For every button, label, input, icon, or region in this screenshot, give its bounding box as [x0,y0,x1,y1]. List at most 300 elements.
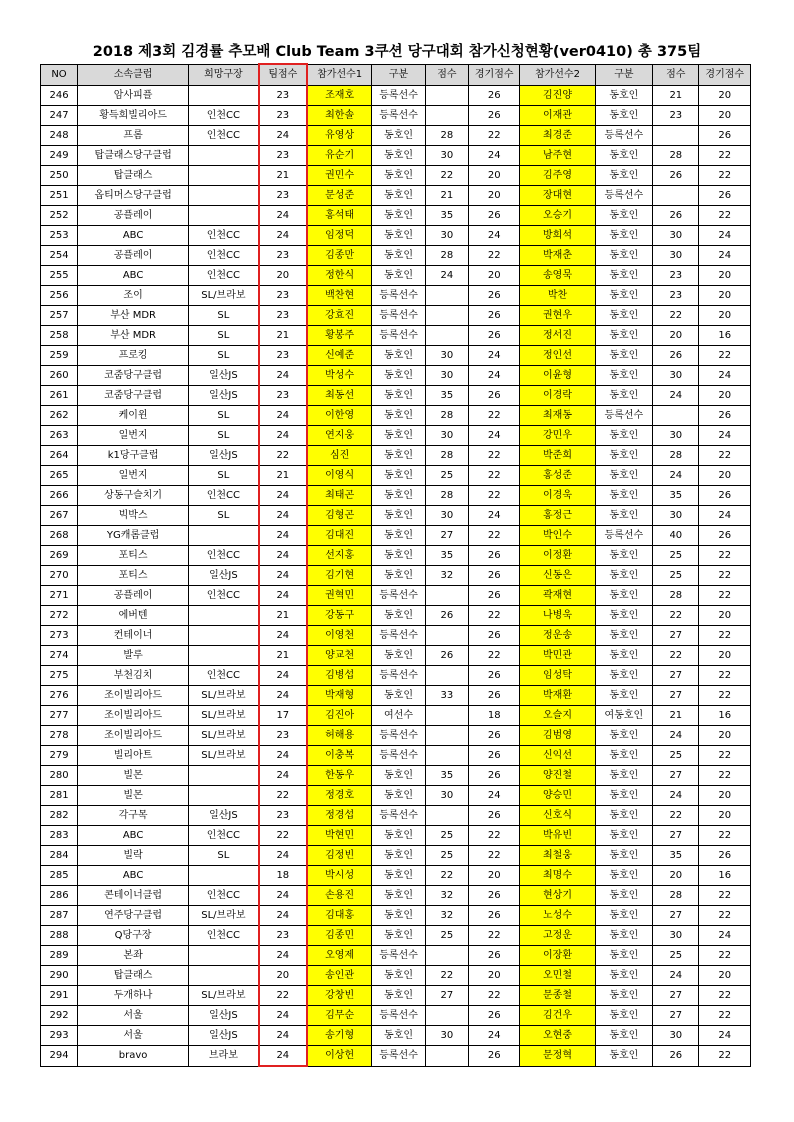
cell-player2-type: 동호인 [595,886,653,906]
cell-player2-score: 22 [653,306,699,326]
cell-club: 부천김치 [78,666,189,686]
cell-player2: 현상기 [520,886,595,906]
cell-player2: 김범영 [520,726,595,746]
cell-venue [189,626,259,646]
cell-player2-type: 동호인 [595,1006,653,1026]
cell-player1-type: 여선수 [372,706,426,726]
cell-player1: 정한식 [307,266,372,286]
cell-no: 268 [41,526,78,546]
cell-no: 247 [41,106,78,126]
cell-player2-score [653,126,699,146]
cell-venue: SL [189,846,259,866]
cell-player1-score: 30 [425,506,468,526]
cell-player1-match-score: 26 [469,686,520,706]
cell-no: 288 [41,926,78,946]
cell-club: 서울 [78,1006,189,1026]
cell-no: 261 [41,386,78,406]
table-row [41,346,751,366]
cell-player2: 남주현 [520,146,595,166]
cell-player1-score [425,746,468,766]
cell-player1-type: 등록선수 [372,306,426,326]
cell-player1-score: 30 [425,346,468,366]
cell-venue [189,606,259,626]
cell-player1: 손용진 [307,886,372,906]
cell-player1-match-score: 26 [469,306,520,326]
cell-team-score: 21 [259,646,307,666]
table-row [41,306,751,326]
cell-player1-score: 32 [425,886,468,906]
cell-player1-type: 동호인 [372,546,426,566]
cell-player1-match-score: 26 [469,106,520,126]
cell-club: bravo [78,1046,189,1067]
cell-no: 274 [41,646,78,666]
cell-team-score: 22 [259,786,307,806]
cell-player1: 김무순 [307,1006,372,1026]
cell-player1: 임정덕 [307,226,372,246]
cell-club: 서울 [78,1026,189,1046]
cell-player2-score: 25 [653,566,699,586]
cell-player1-type: 등록선수 [372,666,426,686]
cell-player1: 김형곤 [307,506,372,526]
cell-player1-type: 동호인 [372,866,426,886]
cell-no: 246 [41,86,78,106]
cell-player1-score: 28 [425,446,468,466]
cell-player1-match-score: 20 [469,166,520,186]
cell-no: 260 [41,366,78,386]
cell-player1-type: 동호인 [372,926,426,946]
cell-player1: 허해용 [307,726,372,746]
cell-no: 248 [41,126,78,146]
cell-player1: 양교천 [307,646,372,666]
cell-player1: 홍석태 [307,206,372,226]
cell-player2-match-score: 20 [699,466,751,486]
cell-club: 공플레이 [78,246,189,266]
cell-venue [189,866,259,886]
cell-team-score: 23 [259,286,307,306]
cell-player2: 곽재현 [520,586,595,606]
cell-no: 253 [41,226,78,246]
cell-player2-score: 23 [653,286,699,306]
cell-player1-match-score: 24 [469,426,520,446]
cell-no: 259 [41,346,78,366]
cell-player2-match-score: 26 [699,846,751,866]
cell-player1-match-score: 22 [469,446,520,466]
cell-player2-type: 동호인 [595,946,653,966]
cell-venue: SL [189,406,259,426]
cell-player1-type: 등록선수 [372,286,426,306]
cell-player2-match-score: 22 [699,766,751,786]
header-player1-match-score: 경기점수 [469,64,520,86]
cell-no: 275 [41,666,78,686]
header-player1-type: 구분 [372,64,426,86]
cell-player1-match-score: 18 [469,706,520,726]
cell-team-score: 24 [259,206,307,226]
cell-player2: 나병욱 [520,606,595,626]
cell-team-score: 24 [259,886,307,906]
cell-player1-type: 동호인 [372,206,426,226]
cell-player1: 김종만 [307,246,372,266]
cell-player2: 최철웅 [520,846,595,866]
cell-player2-type: 동호인 [595,786,653,806]
cell-player1-type: 동호인 [372,366,426,386]
cell-player2-type: 동호인 [595,306,653,326]
cell-player1-match-score: 20 [469,266,520,286]
cell-venue [189,206,259,226]
table-row [41,366,751,386]
cell-player2-match-score: 22 [699,986,751,1006]
cell-player1-match-score: 26 [469,666,520,686]
cell-player2-score: 26 [653,206,699,226]
cell-player1-match-score: 26 [469,326,520,346]
cell-player1: 김정빈 [307,846,372,866]
cell-player1-type: 동호인 [372,246,426,266]
cell-venue: 일산JS [189,1026,259,1046]
cell-player1-score: 24 [425,266,468,286]
cell-player2-match-score: 24 [699,246,751,266]
cell-player1-type: 등록선수 [372,326,426,346]
cell-player1-type: 등록선수 [372,946,426,966]
cell-player1-score: 35 [425,546,468,566]
cell-player2-score: 25 [653,746,699,766]
cell-player2-score: 24 [653,786,699,806]
cell-club: 빌몬 [78,786,189,806]
cell-player1-match-score: 26 [469,546,520,566]
cell-player2-match-score: 22 [699,626,751,646]
cell-player1: 신예준 [307,346,372,366]
cell-player2-match-score: 20 [699,286,751,306]
table-row [41,706,751,726]
cell-venue: 인천CC [189,926,259,946]
cell-venue: 일산JS [189,806,259,826]
cell-player1-match-score: 24 [469,786,520,806]
header-row [41,64,751,86]
cell-player2-score: 30 [653,226,699,246]
cell-team-score: 22 [259,446,307,466]
cell-player1-match-score: 22 [469,826,520,846]
cell-player1-match-score: 26 [469,286,520,306]
table-row [41,806,751,826]
cell-team-score: 22 [259,826,307,846]
cell-venue: 인천CC [189,486,259,506]
cell-player2-match-score: 22 [699,1006,751,1026]
cell-team-score: 23 [259,186,307,206]
cell-player1-type: 동호인 [372,426,426,446]
header-player2-score: 점수 [653,64,699,86]
cell-player1-score: 26 [425,646,468,666]
cell-player1-match-score: 26 [469,726,520,746]
cell-player2-score: 21 [653,86,699,106]
cell-club: 코줌당구클럽 [78,366,189,386]
cell-player1-score [425,306,468,326]
cell-player2-type: 동호인 [595,846,653,866]
cell-player2-score: 27 [653,826,699,846]
cell-player1: 연지웅 [307,426,372,446]
cell-player1-type: 등록선수 [372,626,426,646]
cell-player1: 황봉주 [307,326,372,346]
cell-player2-score: 30 [653,366,699,386]
cell-player1: 김대진 [307,526,372,546]
cell-club: 암사피플 [78,86,189,106]
cell-venue: SL/브라보 [189,906,259,926]
cell-player1-type: 동호인 [372,406,426,426]
cell-venue [189,946,259,966]
cell-player1: 박성수 [307,366,372,386]
cell-player2-type: 동호인 [595,606,653,626]
table-row [41,546,751,566]
cell-player1-type: 동호인 [372,346,426,366]
cell-player2-score: 21 [653,706,699,726]
header-player1-score: 점수 [425,64,468,86]
cell-player1-score [425,1006,468,1026]
cell-player2-type: 동호인 [595,986,653,1006]
cell-player1: 박시성 [307,866,372,886]
cell-player1-score: 25 [425,926,468,946]
cell-player1-score: 27 [425,526,468,546]
cell-player2-type: 등록선수 [595,186,653,206]
cell-team-score: 24 [259,906,307,926]
cell-team-score: 23 [259,386,307,406]
cell-team-score: 24 [259,846,307,866]
cell-team-score: 24 [259,946,307,966]
cell-player1-score [425,706,468,726]
cell-venue: 인천CC [189,886,259,906]
cell-team-score: 24 [259,566,307,586]
cell-venue [189,146,259,166]
cell-player1-match-score: 20 [469,186,520,206]
cell-venue: SL [189,326,259,346]
registration-table [40,63,751,1067]
cell-club: 포티스 [78,546,189,566]
cell-no: 270 [41,566,78,586]
cell-player2: 양진철 [520,766,595,786]
cell-player1-score [425,106,468,126]
cell-player2-score [653,406,699,426]
cell-team-score: 21 [259,606,307,626]
cell-player1-score: 32 [425,906,468,926]
cell-player2: 신익선 [520,746,595,766]
header-player2: 참가선수2 [520,64,595,86]
table-row [41,986,751,1006]
cell-player1-score: 30 [425,786,468,806]
cell-venue [189,786,259,806]
table-row [41,86,751,106]
cell-venue: 인천CC [189,666,259,686]
cell-player1-match-score: 26 [469,746,520,766]
cell-player2-score: 24 [653,966,699,986]
cell-player1-type: 동호인 [372,266,426,286]
cell-player1-match-score: 26 [469,806,520,826]
table-row [41,246,751,266]
cell-player2-type: 동호인 [595,666,653,686]
cell-player1-score: 32 [425,566,468,586]
cell-player1-match-score: 20 [469,866,520,886]
cell-player1-score: 28 [425,486,468,506]
cell-player2-type: 동호인 [595,626,653,646]
cell-no: 293 [41,1026,78,1046]
cell-player1-score: 30 [425,146,468,166]
cell-player2-type: 동호인 [595,226,653,246]
table-row [41,566,751,586]
cell-team-score: 23 [259,926,307,946]
cell-player2-type: 등록선수 [595,526,653,546]
cell-no: 265 [41,466,78,486]
table-row [41,886,751,906]
cell-player2-type: 동호인 [595,806,653,826]
cell-club: 황득희빌리아드 [78,106,189,126]
cell-player2: 박재환 [520,686,595,706]
cell-player2: 박재춘 [520,246,595,266]
cell-no: 289 [41,946,78,966]
cell-player1: 박현민 [307,826,372,846]
cell-venue: 인천CC [189,126,259,146]
cell-no: 256 [41,286,78,306]
cell-club: 조이 [78,286,189,306]
table-row [41,926,751,946]
cell-player1: 정경호 [307,786,372,806]
cell-player2-type: 동호인 [595,206,653,226]
cell-club: 케이윈 [78,406,189,426]
cell-player1-match-score: 22 [469,926,520,946]
cell-player1: 유영상 [307,126,372,146]
cell-player2: 문종철 [520,986,595,1006]
cell-player2-score: 26 [653,166,699,186]
cell-player1-score [425,726,468,746]
cell-venue: SL [189,346,259,366]
cell-player1: 이충복 [307,746,372,766]
cell-player1-match-score: 22 [469,486,520,506]
cell-player1-score: 25 [425,846,468,866]
cell-player1-match-score: 26 [469,1006,520,1026]
cell-player2: 장대현 [520,186,595,206]
cell-player2-score [653,186,699,206]
cell-player1-score: 30 [425,426,468,446]
cell-player1: 송인관 [307,966,372,986]
cell-player2-match-score: 16 [699,326,751,346]
cell-club: 조이빌리아드 [78,726,189,746]
table-row [41,1046,751,1067]
cell-player1: 김진아 [307,706,372,726]
cell-venue: SL [189,426,259,446]
cell-player1-type: 동호인 [372,826,426,846]
cell-player2-type: 동호인 [595,446,653,466]
cell-player1: 최한솔 [307,106,372,126]
header-team-score: 팀점수 [259,64,307,86]
cell-player1-score [425,1046,468,1067]
cell-club: 콘테이너클럽 [78,886,189,906]
cell-venue: 일산JS [189,1006,259,1026]
cell-player1-match-score: 26 [469,626,520,646]
cell-player2-score: 22 [653,806,699,826]
cell-player2-score: 30 [653,246,699,266]
table-row [41,486,751,506]
cell-player1: 김병섭 [307,666,372,686]
cell-player2-score: 22 [653,646,699,666]
cell-player1-type: 동호인 [372,906,426,926]
cell-club: 빌몬 [78,766,189,786]
cell-player2-type: 동호인 [595,166,653,186]
cell-team-score: 21 [259,326,307,346]
cell-player1-score: 27 [425,986,468,1006]
cell-player2: 이장환 [520,946,595,966]
cell-club: 빌리아트 [78,746,189,766]
cell-player2-score: 24 [653,726,699,746]
cell-player1-score: 30 [425,366,468,386]
cell-player2-match-score: 16 [699,866,751,886]
table-row [41,426,751,446]
cell-team-score: 23 [259,346,307,366]
cell-player2-score: 27 [653,766,699,786]
cell-player1-match-score: 26 [469,766,520,786]
table-row [41,606,751,626]
table-row [41,466,751,486]
cell-player2: 최명수 [520,866,595,886]
cell-player1-score [425,806,468,826]
cell-player2-type: 동호인 [595,546,653,566]
cell-team-score: 23 [259,806,307,826]
cell-player2: 강민우 [520,426,595,446]
cell-team-score: 23 [259,86,307,106]
cell-player1-type: 동호인 [372,166,426,186]
cell-player1-type: 동호인 [372,1026,426,1046]
table-row [41,906,751,926]
cell-player2-score: 23 [653,266,699,286]
cell-player2: 이정환 [520,546,595,566]
cell-player1-type: 등록선수 [372,746,426,766]
cell-player2-type: 동호인 [595,146,653,166]
cell-player1-type: 등록선수 [372,106,426,126]
cell-player2-type: 동호인 [595,486,653,506]
cell-venue [189,526,259,546]
cell-no: 255 [41,266,78,286]
cell-venue: SL/브라보 [189,686,259,706]
cell-player2-match-score: 20 [699,806,751,826]
cell-venue [189,646,259,666]
cell-team-score: 24 [259,626,307,646]
cell-player2: 고정운 [520,926,595,946]
cell-team-score: 24 [259,1006,307,1026]
cell-player2-type: 동호인 [595,506,653,526]
cell-player2-match-score: 22 [699,1046,751,1067]
cell-club: 컨테이너 [78,626,189,646]
cell-player2-score: 27 [653,986,699,1006]
cell-player2-score: 26 [653,1046,699,1067]
cell-player2-score: 20 [653,866,699,886]
cell-no: 269 [41,546,78,566]
cell-player1-match-score: 26 [469,86,520,106]
cell-venue: SL/브라보 [189,746,259,766]
table-row [41,966,751,986]
cell-player1-score [425,666,468,686]
cell-no: 294 [41,1046,78,1067]
cell-player2: 김진양 [520,86,595,106]
cell-player1: 김종민 [307,926,372,946]
cell-player2-score: 28 [653,446,699,466]
cell-player1-type: 동호인 [372,766,426,786]
cell-team-score: 24 [259,506,307,526]
cell-player1-type: 동호인 [372,646,426,666]
cell-club: Q당구장 [78,926,189,946]
cell-player2-match-score: 24 [699,226,751,246]
table-row [41,286,751,306]
cell-no: 282 [41,806,78,826]
cell-player2: 방희석 [520,226,595,246]
cell-player2-score: 30 [653,506,699,526]
table-row [41,1026,751,1046]
cell-player2-type: 동호인 [595,106,653,126]
cell-club: 각구목 [78,806,189,826]
cell-club: 일번지 [78,426,189,446]
cell-no: 272 [41,606,78,626]
